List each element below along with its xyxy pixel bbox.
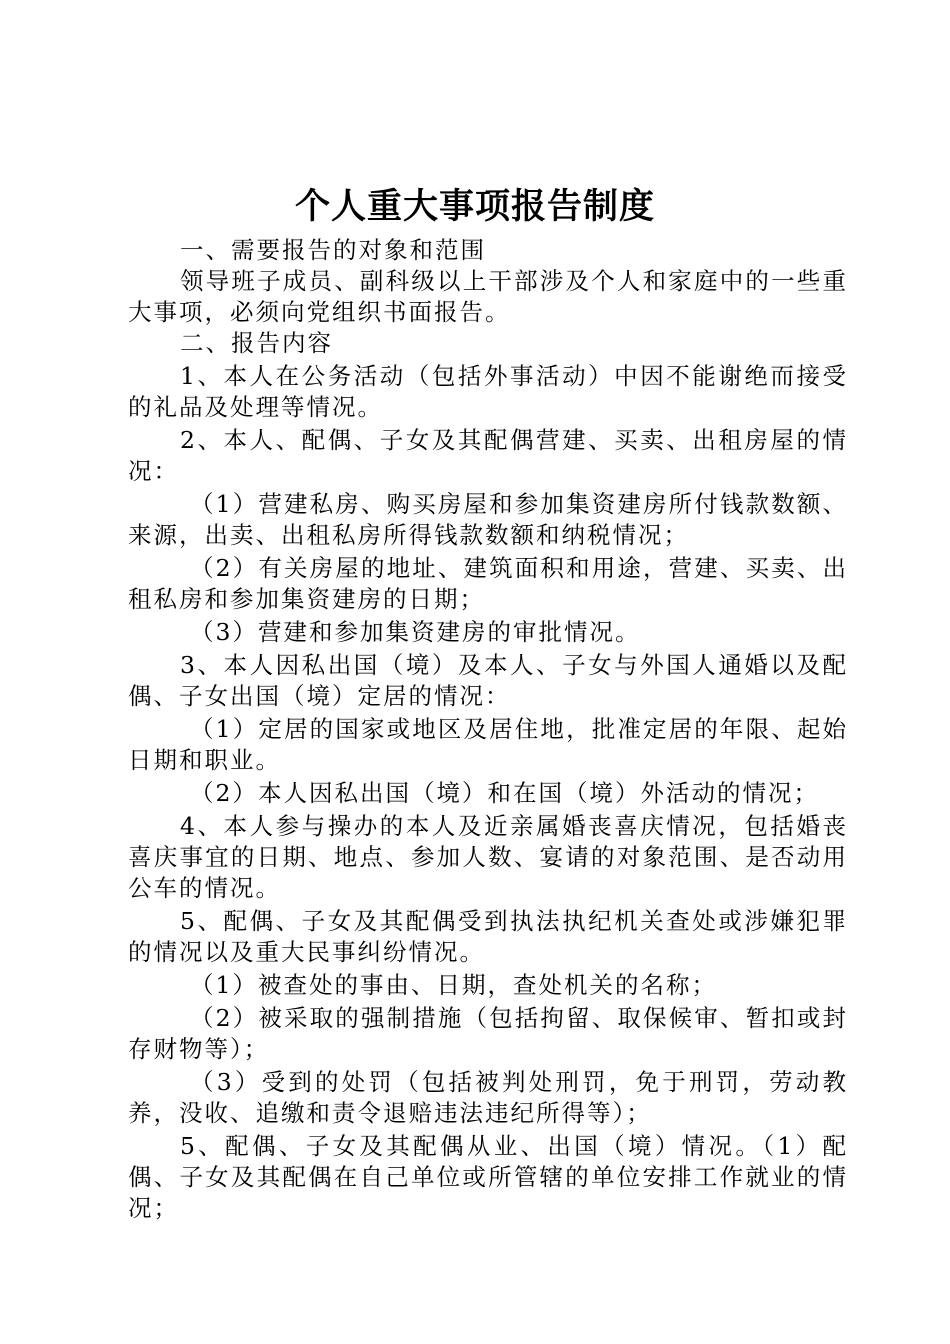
paragraph: 3、本人因私出国（境）及本人、子女与外国人通婚以及配偶、子女出国（境）定居的情况： <box>128 651 848 710</box>
paragraph: （1）被查处的事由、日期，查处机关的名称； <box>190 971 717 999</box>
paragraph: （1）定居的国家或地区及居住地，批准定居的年限、起始日期和职业。 <box>128 715 848 774</box>
document-title: 个人重大事项报告制度 <box>294 186 655 227</box>
paragraph: （3）营建和参加集资建房的审批情况。 <box>190 618 641 646</box>
paragraph: 5、配偶、子女及其配偶从业、出国（境）情况。（1）配偶、子女及其配偶在自己单位或所管辖的单位安排工作就业的情况； <box>128 1132 848 1222</box>
paragraph: （2）本人因私出国（境）和在国（境）外活动的情况； <box>190 779 819 807</box>
paragraph: 领导班子成员、副科级以上干部涉及个人和家庭中的一些重大事项，必须向党组织书面报告。 <box>128 267 848 326</box>
paragraph: 2、本人、配偶、子女及其配偶营建、买卖、出租房屋的情况： <box>128 426 848 485</box>
paragraph: （1）营建私房、购买房屋和参加集资建房所付钱款数额、来源，出卖、出租私房所得钱款数额和纳税情况； <box>128 490 848 549</box>
paragraph: （2）有关房屋的地址、建筑面积和用途，营建、买卖、出租私房和参加集资建房的日期； <box>128 554 848 613</box>
paragraph: （2）被采取的强制措施（包括拘留、取保候审、暂扣或封存财物等）； <box>128 1004 848 1063</box>
section-heading-1: 一、需要报告的对象和范围 <box>180 236 486 264</box>
document-body <box>128 235 848 1224</box>
paragraph: 4、本人参与操办的本人及近亲属婚丧喜庆情况，包括婚丧喜庆事宜的日期、地点、参加人数、宴请的对象范围、是否动用公车的情况。 <box>128 812 848 902</box>
paragraph: 5、配偶、子女及其配偶受到执法执纪机关查处或涉嫌犯罪的情况以及重大民事纠纷情况。 <box>128 907 848 966</box>
paragraph: 1、本人在公务活动（包括外事活动）中因不能谢绝而接受的礼品及处理等情况。 <box>128 362 848 421</box>
paragraph: （3）受到的处罚（包括被判处刑罚，免于刑罚，劳动教养，没收、追缴和责令退赔违法违纪所得等）； <box>128 1068 848 1127</box>
section-heading-2: 二、报告内容 <box>180 329 333 357</box>
